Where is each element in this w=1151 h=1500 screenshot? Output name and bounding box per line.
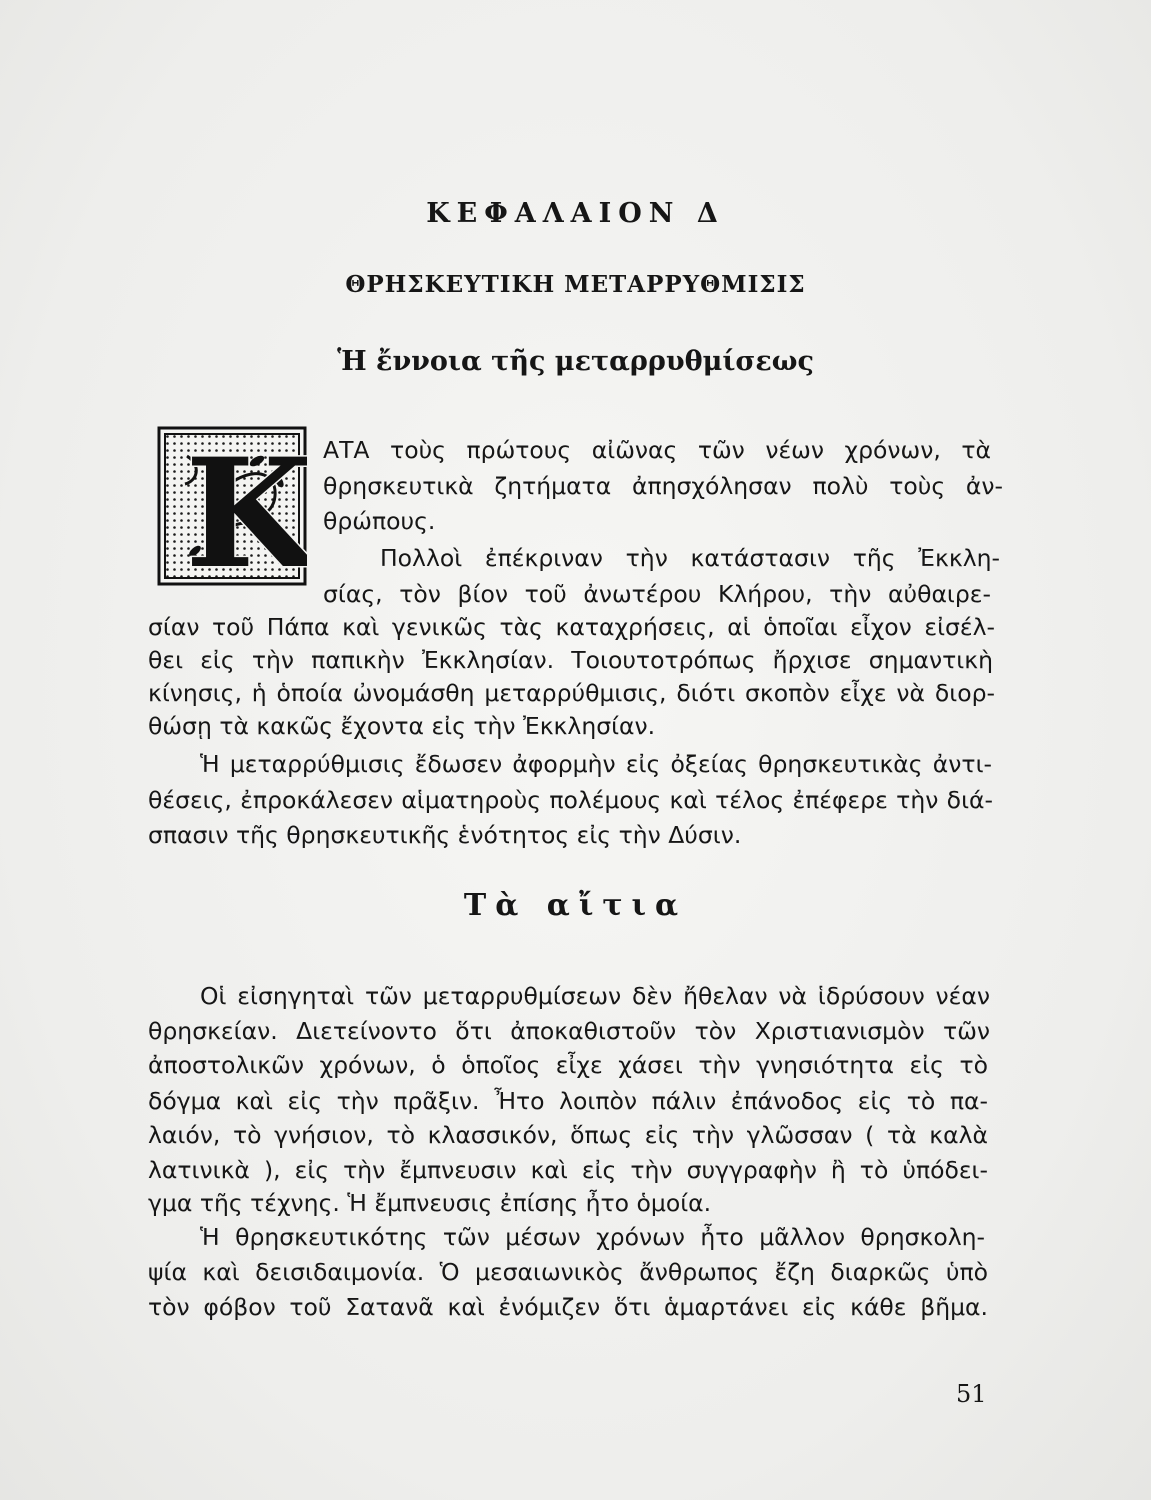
text-line: θει εἰς τὴν παπικὴν Ἐκκλησίαν. Τοιουτοτρόπως ἤρχισε σημαντικὴ — [148, 646, 993, 674]
text-line: ΑΤΑ τοὺς πρώτους αἰῶνας τῶν νέων χρόνων, τὰ — [323, 436, 991, 464]
text-line: σίας, τὸν βίον τοῦ ἀνωτέρου Κλήρου, τὴν αὐθαιρε- — [323, 580, 991, 608]
text-line: Πολλοὶ ἐπέκριναν τὴν κατάστασιν τῆς Ἐκκλη- — [380, 544, 1000, 572]
text-line: λατινικὰ ), εἰς τὴν ἔμπνευσιν καὶ εἰς τὴν συγγραφὴν ἢ τὸ ὑπόδει- — [148, 1156, 988, 1184]
text-line: θέσεις, ἐπροκάλεσεν αἱματηροὺς πολέμους καὶ τέλος ἐπέφερε τὴν διά- — [148, 786, 993, 814]
text-line: τὸν φόβον τοῦ Σατανᾶ καὶ ἐνόμιζεν ὅτι ἁμαρτάνει εἰς κάθε βῆμα. — [148, 1293, 988, 1321]
text-line: λαιόν, τὸ γνήσιον, τὸ κλασσικόν, ὅπως εἰς τὴν γλῶσσαν ( τὰ καλὰ — [148, 1121, 988, 1149]
text-line: θρησκευτικὰ ζητήματα ἀπησχόλησαν πολὺ τοὺς ἀν- — [323, 472, 1003, 500]
drop-cap-initial — [157, 426, 307, 586]
text-line: ψία καὶ δεισιδαιμονία. Ὁ μεσαιωνικὸς ἄνθρωπος ἔζη διαρκῶς ὑπὸ — [148, 1258, 988, 1286]
text-line: θώσῃ τὰ κακῶς ἔχοντα εἰς τὴν Ἐκκλησίαν. — [148, 712, 656, 740]
text-line: ἀποστολικῶν χρόνων, ὁ ὁποῖος εἶχε χάσει τὴν γνησιότητα εἰς τὸ — [148, 1051, 988, 1079]
drop-cap-letter: Κ — [185, 426, 307, 586]
text-line: θρησκείαν. Διετείνοντο ὅτι ἀποκαθιστοῦν τὸν Χριστιανισμὸν τῶν — [148, 1017, 990, 1045]
chapter-heading: ΚΕΦΑΛΑΙΟΝ Δ — [426, 198, 725, 229]
text-line: Οἱ εἰσηγηταὶ τῶν μεταρρυθμίσεων δὲν ἤθελαν νὰ ἱδρύσουν νέαν — [200, 982, 990, 1010]
text-line: σίαν τοῦ Πάπα καὶ γενικῶς τὰς καταχρήσεις, αἱ ὁποῖαι εἶχον εἰσέλ- — [148, 613, 995, 641]
text-line: θρώπους. — [323, 507, 436, 535]
text-line: γμα τῆς τέχνης. Ἡ ἔμπνευσις ἐπίσης ἦτο ὁμοία. — [148, 1189, 712, 1217]
page-number: 51 — [956, 1380, 987, 1408]
text-line: Ἡ θρησκευτικότης τῶν μέσων χρόνων ἦτο μᾶλλον θρησκολη- — [200, 1223, 985, 1251]
text-line: Ἡ μεταρρύθμισις ἔδωσεν ἀφορμὴν εἰς ὀξείας θρησκευτικὰς ἀντι- — [200, 750, 992, 778]
section-title: ΘΡΗΣΚΕΥΤΙΚΗ ΜΕΤΑΡΡΥΘΜΙΣΙΣ — [345, 271, 806, 298]
text-line: δόγμα καὶ εἰς τὴν πρᾶξιν. Ἦτο λοιπὸν πάλιν ἐπάνοδος εἰς τὸ πα- — [148, 1087, 988, 1115]
subtitle: Ἡ ἔννοια τῆς μεταρρυθμίσεως — [337, 346, 814, 377]
text-line: σπασιν τῆς θρησκευτικῆς ἑνότητος εἰς τὴν Δύσιν. — [148, 821, 742, 849]
text-line: κίνησις, ἡ ὁποία ὠνομάσθη μεταρρύθμισις, διότι σκοπὸν εἶχε νὰ διορ- — [148, 679, 995, 707]
causes-title: Τὰ αἴτια — [463, 888, 688, 923]
